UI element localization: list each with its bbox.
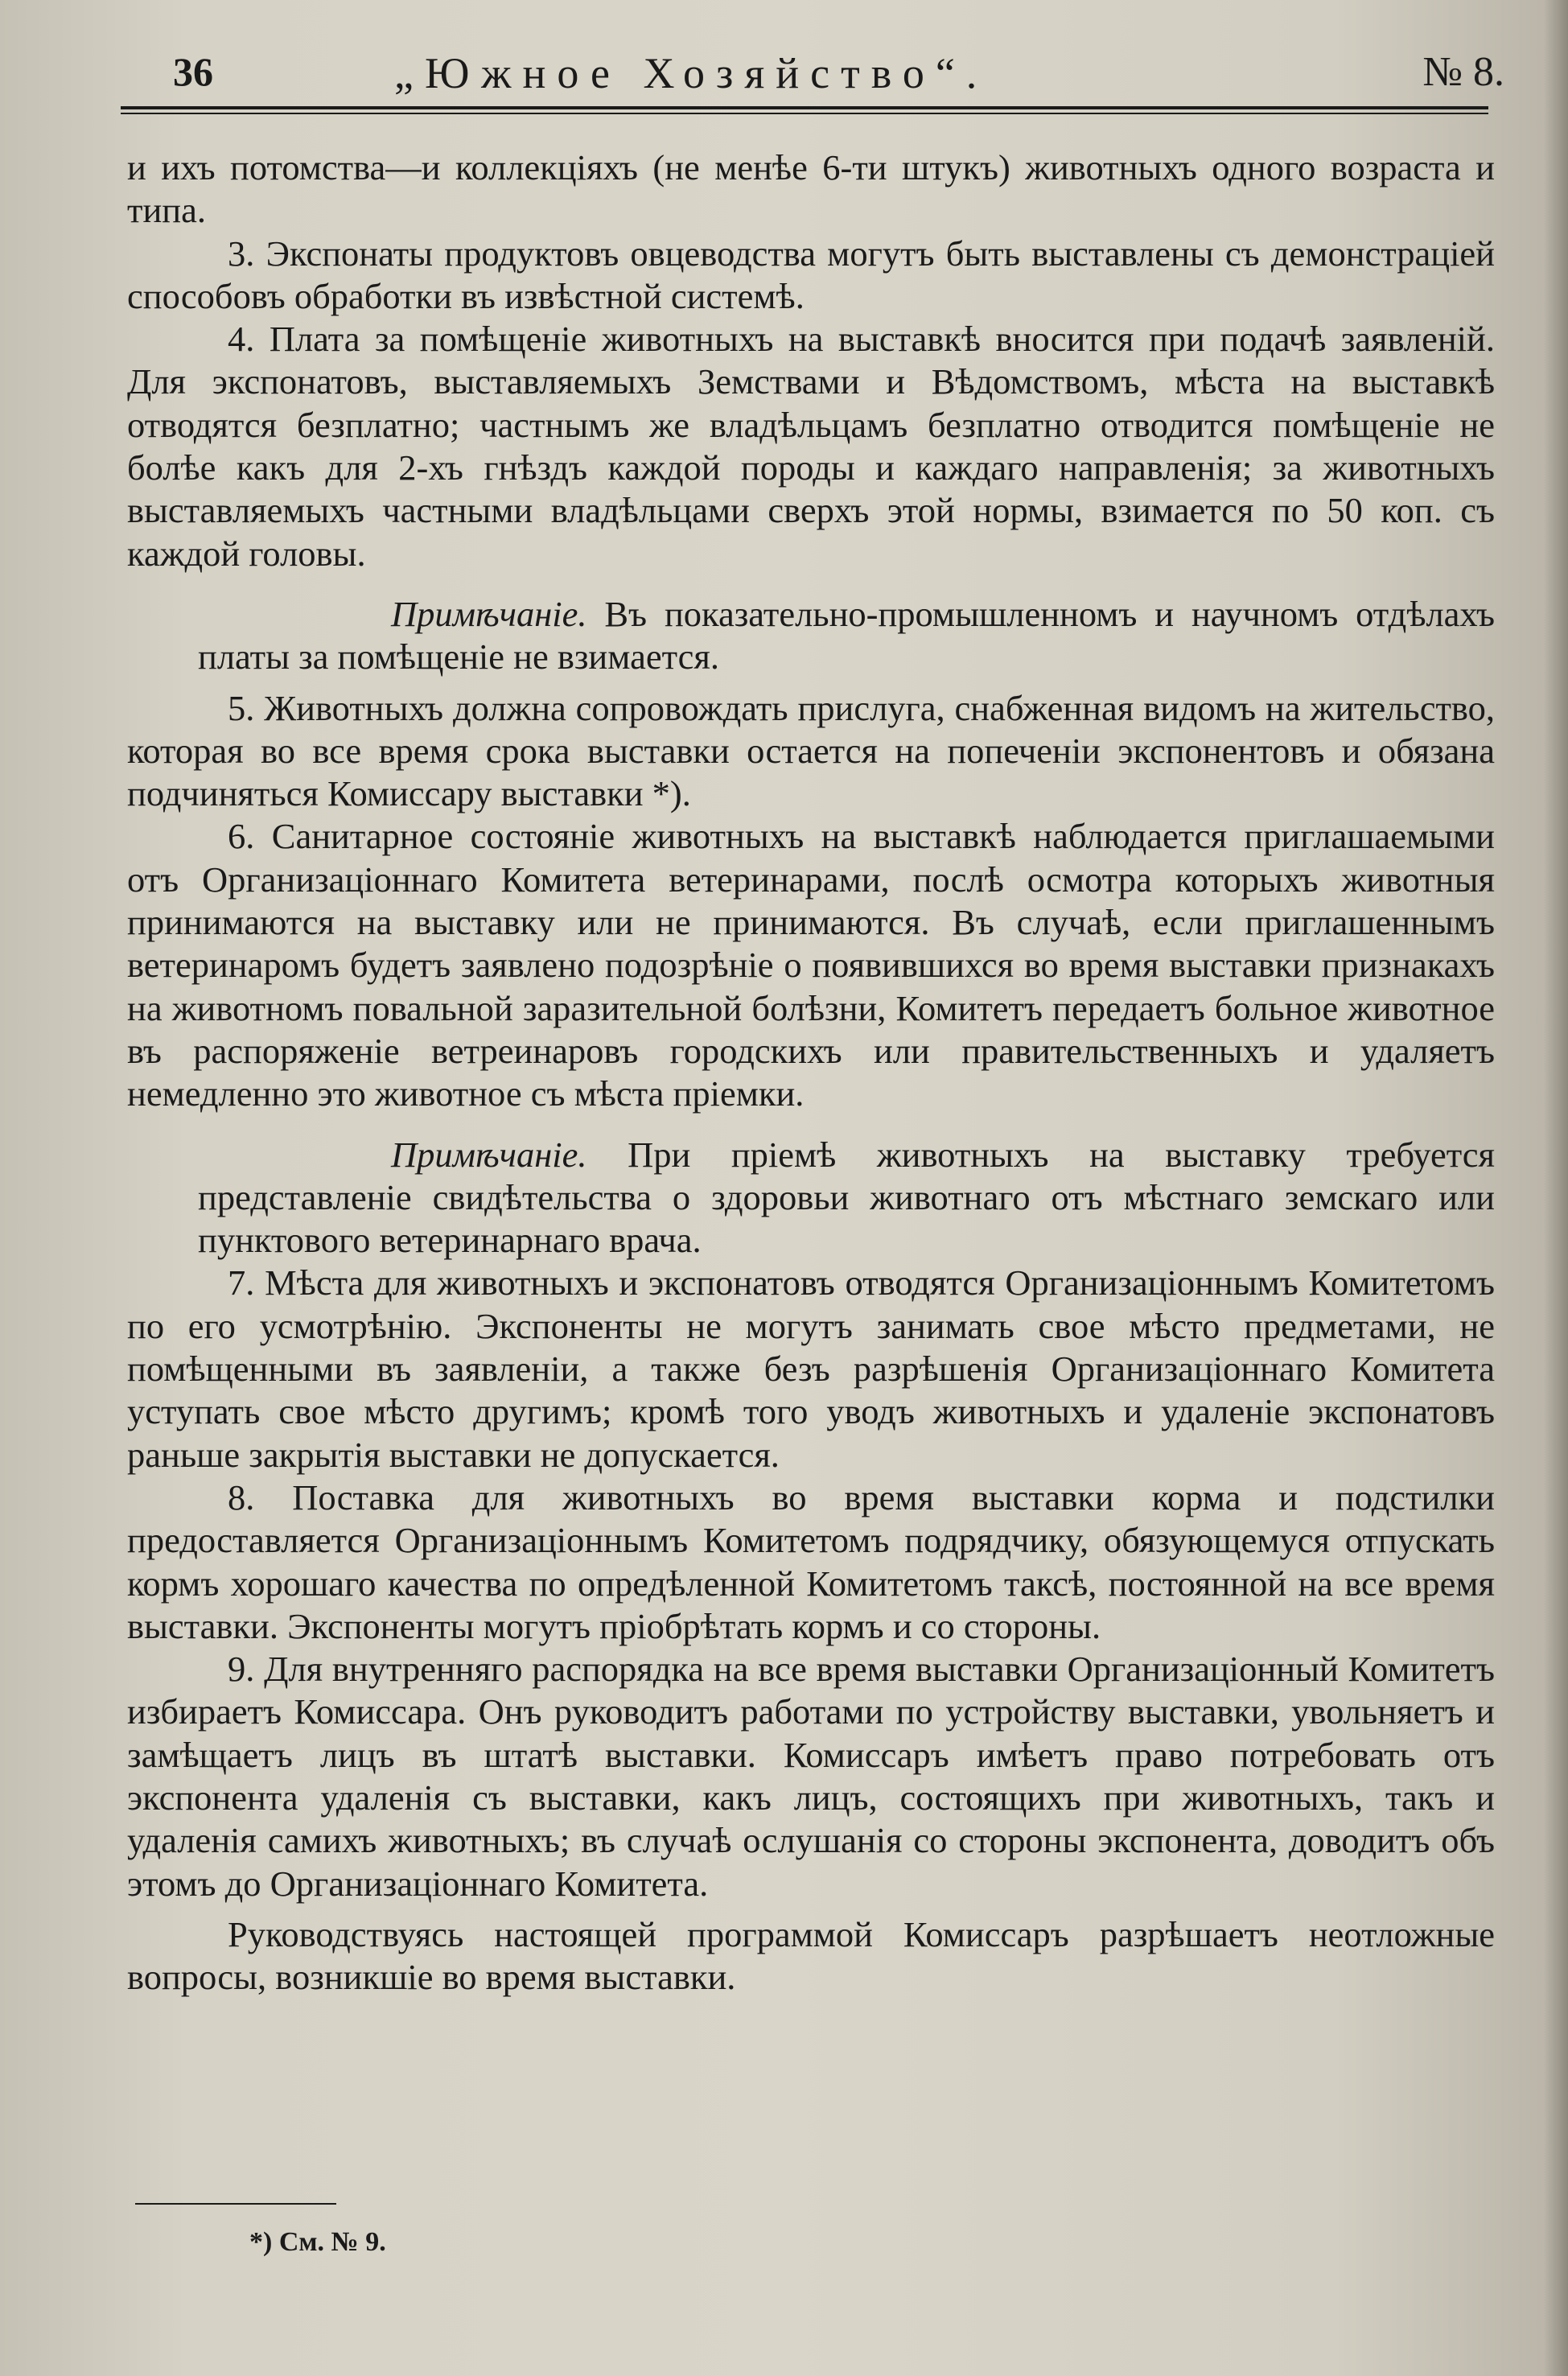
note-2-label: Примѣчаніе.: [391, 1134, 587, 1175]
note-1-label: Примѣчаніе.: [391, 593, 587, 634]
paragraph-5: 5. Животныхъ должна сопровождать прислуга, снабженная видомъ на жительство, которая во все время срока выставки остается на попеченіи экспонентовъ и обязана подчиняться Комиссару выставки *).: [127, 687, 1495, 814]
paragraph-3: 3. Экспонаты продуктовъ овцеводства могутъ быть выставлены съ демонстраціей способовъ обработки въ извѣстной системѣ.: [127, 233, 1495, 316]
paragraph-6: 6. Санитарное состояніе животныхъ на выставкѣ наблюдается приглашаемыми отъ Организаціоннаго Комитета ветеринарами, послѣ осмотра которыхъ животныя принимаются на выставку или не принимаются. Въ случаѣ, если приглашеннымъ ветеринаромъ будетъ заявлено подозрѣніе о появившихся во время выставки признакахъ на животномъ повальной заразительной болѣзни, Комитетъ передаетъ больное животное въ распоряженіе ветреинаровъ городскихъ или правительственныхъ и удаляетъ немедленно это животное съ мѣста пріемки.: [127, 816, 1495, 1114]
paragraph-9: 9. Для внутренняго распорядка на все время выставки Организаціонный Комитетъ избираетъ Комиссара. Онъ руководитъ работами по устройству выставки, увольняетъ и замѣщаетъ лицъ въ штатѣ выставки. Комиссаръ имѣетъ право потребовать отъ экспонента удаленія съ выставки, какъ лицъ, состоящихъ при животныхъ, такъ и удаленія самихъ животныхъ; въ случаѣ ослушанія со стороны экспонента, доводитъ объ этомъ до Организаціоннаго Комитета.: [127, 1649, 1495, 1904]
header-rule-thick: [121, 106, 1488, 109]
footnote: *) См. № 9.: [249, 2227, 386, 2257]
footnote-rule: [135, 2203, 336, 2205]
paragraph-final: Руководствуясь настоящей программой Комиссаръ разрѣшаетъ неотложные вопросы, возникшіе во время выставки.: [127, 1913, 1495, 1998]
paragraph-4: 4. Плата за помѣщеніе животныхъ на выставкѣ вносится при подачѣ заявленій. Для экспонатовъ, выставляемыхъ Земствами и Вѣдомствомъ, мѣста на выставкѣ отводятся безплатно; частнымъ же владѣльцамъ безплатно отводится помѣщеніе не болѣе какъ для 2-хъ гнѣздъ каждой породы и каждаго направленія; за животныхъ выставляемыхъ частными владѣльцами сверхъ этой нормы, взимается по 50 коп. съ каждой головы.: [127, 319, 1495, 574]
page-number: 36: [173, 49, 213, 94]
paragraph-8: 8. Поставка для животныхъ во время выставки корма и подстилки предоставляется Организаціоннымъ Комитетомъ подрядчику, обязующемуся отпускать кормъ хорошаго качества по опредѣленной Комитетомъ таксѣ, постоянной на все время выставки. Экспоненты могутъ пріобрѣтать кормъ и со стороны.: [127, 1476, 1495, 1646]
paragraph-intro: и ихъ потомства—и коллекціяхъ (не менѣе 6-ти штукъ) животныхъ одного возраста и типа.: [127, 147, 1495, 231]
note-2: [127, 1134, 1495, 1262]
note-2-text: При пріемѣ животныхъ на выставку требуется представленіе свидѣтельства о здоровьи животнаго отъ мѣстнаго земскаго или пунктового ветеринарнаго врача.: [198, 1134, 1495, 1261]
running-header: [121, 48, 1504, 113]
journal-title: „Южное Хозяйство“.: [394, 49, 989, 97]
note-1: [127, 593, 1495, 679]
page-shadow-edge: [1544, 0, 1568, 2376]
header-rule-thin: [121, 113, 1488, 114]
article-body: [127, 146, 1495, 1999]
issue-number: № 8.: [1422, 49, 1504, 95]
note-1-text: Въ показательно-промышленномъ и научномъ отдѣлахъ платы за помѣщеніе не взимается.: [198, 593, 1495, 677]
paragraph-7: 7. Мѣста для животныхъ и экспонатовъ отводятся Организаціоннымъ Комитетомъ по его усмотрѣнію. Экспоненты не могутъ занимать свое мѣсто предметами, не помѣщенными въ заявленіи, а также безъ разрѣшенія Организаціоннаго Комитета уступать свое мѣсто другимъ; кромѣ того уводъ животныхъ и удаленіе экспонатовъ раньше закрытія выставки не допускается.: [127, 1262, 1495, 1475]
